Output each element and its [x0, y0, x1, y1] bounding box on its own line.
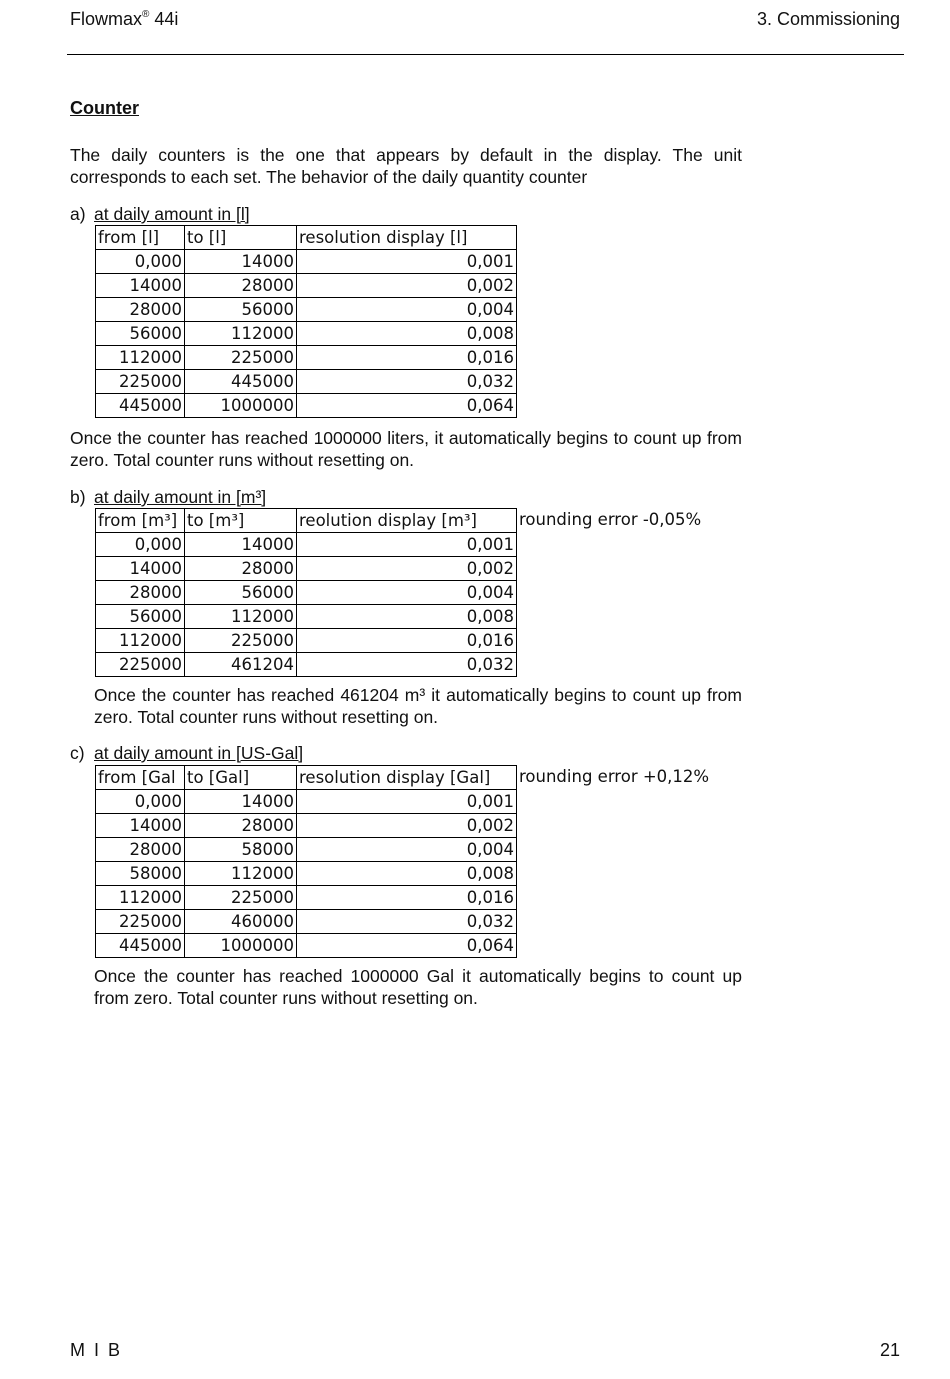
cell-to: 112000 [185, 605, 297, 629]
cell-from: 28000 [96, 581, 185, 605]
cell-resolution: 0,002 [297, 274, 517, 298]
cell-resolution: 0,001 [297, 250, 517, 274]
cell-from: 0,000 [96, 533, 185, 557]
cell-resolution: 0,004 [297, 298, 517, 322]
cell-from: 445000 [96, 934, 185, 958]
cell-from: 14000 [96, 814, 185, 838]
footer-company: M I B [70, 1340, 123, 1360]
counter-table-gallons [95, 765, 517, 958]
cell-to: 225000 [185, 346, 297, 370]
table-row [96, 394, 517, 418]
rounding-error-gallons: rounding error +0,12% [519, 767, 710, 786]
section-title: Counter [70, 98, 139, 118]
column-header-from: from [m³] [96, 509, 185, 533]
table-row [96, 581, 517, 605]
cell-to: 461204 [185, 653, 297, 677]
item-marker-b: b) [70, 487, 86, 507]
table-row [96, 298, 517, 322]
cell-to: 14000 [185, 250, 297, 274]
rounding-error-cubic-meters: rounding error -0,05% [519, 510, 702, 529]
cell-from: 0,000 [96, 790, 185, 814]
page-header-product [70, 9, 178, 30]
cell-resolution: 0,008 [297, 322, 517, 346]
column-header-resolution: resolution display [l] [297, 226, 517, 250]
cell-from: 0,000 [96, 250, 185, 274]
cell-from: 112000 [96, 886, 185, 910]
table-header-row [96, 226, 517, 250]
cell-to: 112000 [185, 862, 297, 886]
cell-from: 28000 [96, 838, 185, 862]
table-row [96, 533, 517, 557]
counter-table-cubic-meters [95, 508, 517, 677]
cell-to: 1000000 [185, 394, 297, 418]
cell-to: 225000 [185, 629, 297, 653]
cell-to: 58000 [185, 838, 297, 862]
table-row [96, 934, 517, 958]
cell-from: 112000 [96, 346, 185, 370]
cell-from: 112000 [96, 629, 185, 653]
item-marker-a: a) [70, 204, 86, 224]
cell-to: 14000 [185, 533, 297, 557]
cell-resolution: 0,008 [297, 862, 517, 886]
cell-resolution: 0,004 [297, 581, 517, 605]
cell-resolution: 0,032 [297, 910, 517, 934]
cell-resolution: 0,002 [297, 557, 517, 581]
page-number: 21 [879, 1340, 900, 1360]
counter-table-liters [95, 225, 517, 418]
column-header-from: from [l] [96, 226, 185, 250]
cell-resolution: 0,064 [297, 394, 517, 418]
table-row [96, 653, 517, 677]
column-header-resolution: resolution display [Gal] [297, 766, 517, 790]
cell-to: 28000 [185, 814, 297, 838]
product-name: Flowmax [70, 9, 143, 29]
cell-resolution: 0,064 [297, 934, 517, 958]
cell-to: 445000 [185, 370, 297, 394]
cell-from: 445000 [96, 394, 185, 418]
note-cubic-meters: Once the counter has reached 461204 m³ it automatically begins to count up from zero. Total counter runs without resetting on. [94, 685, 742, 727]
cell-to: 56000 [185, 298, 297, 322]
table-row [96, 862, 517, 886]
cell-resolution: 0,008 [297, 605, 517, 629]
cell-to: 460000 [185, 910, 297, 934]
cell-resolution: 0,001 [297, 790, 517, 814]
table-row [96, 910, 517, 934]
column-header-resolution: reolution display [m³] [297, 509, 517, 533]
cell-from: 14000 [96, 274, 185, 298]
cell-from: 56000 [96, 322, 185, 346]
page-header-chapter: 3. Commissioning [756, 9, 900, 29]
table-row [96, 346, 517, 370]
column-header-from: from [Gal [96, 766, 185, 790]
item-title-b: at daily amount in [m³] [94, 487, 267, 507]
cell-resolution: 0,016 [297, 886, 517, 910]
table-row [96, 370, 517, 394]
registered-mark: ® [142, 9, 150, 20]
cell-resolution: 0,032 [297, 370, 517, 394]
table-row [96, 629, 517, 653]
cell-to: 28000 [185, 274, 297, 298]
table-header-row [96, 766, 517, 790]
item-marker-c: c) [70, 743, 85, 763]
cell-from: 225000 [96, 910, 185, 934]
cell-to: 28000 [185, 557, 297, 581]
cell-resolution: 0,004 [297, 838, 517, 862]
cell-to: 1000000 [185, 934, 297, 958]
item-title-a: at daily amount in [l] [94, 204, 250, 224]
table-row [96, 274, 517, 298]
note-gallons: Once the counter has reached 1000000 Gal it automatically begins to count up from zero. Total counter runs without resetting on. [94, 966, 742, 1008]
table-row [96, 557, 517, 581]
table-header-row [96, 509, 517, 533]
column-header-to: to [m³] [185, 509, 297, 533]
table-row [96, 838, 517, 862]
note-liters: Once the counter has reached 1000000 liters, it automatically begins to count up from zero. Total counter runs without resetting on. [70, 428, 742, 470]
table-row [96, 790, 517, 814]
cell-to: 225000 [185, 886, 297, 910]
product-model: 44i [154, 9, 179, 29]
cell-from: 14000 [96, 557, 185, 581]
column-header-to: to [l] [185, 226, 297, 250]
cell-resolution: 0,016 [297, 346, 517, 370]
table-row [96, 605, 517, 629]
table-row [96, 886, 517, 910]
column-header-to: to [Gal] [185, 766, 297, 790]
cell-resolution: 0,001 [297, 533, 517, 557]
table-row [96, 814, 517, 838]
cell-from: 225000 [96, 370, 185, 394]
item-title-c: at daily amount in [US-Gal] [94, 743, 304, 763]
cell-resolution: 0,002 [297, 814, 517, 838]
table-row [96, 322, 517, 346]
intro-paragraph: The daily counters is the one that appears by default in the display. The unit corresponds to each set. The behavior of the daily quantity counter [70, 145, 742, 187]
cell-to: 112000 [185, 322, 297, 346]
cell-to: 14000 [185, 790, 297, 814]
cell-resolution: 0,016 [297, 629, 517, 653]
cell-resolution: 0,032 [297, 653, 517, 677]
header-divider [67, 54, 904, 55]
cell-from: 225000 [96, 653, 185, 677]
cell-from: 28000 [96, 298, 185, 322]
cell-to: 56000 [185, 581, 297, 605]
cell-from: 58000 [96, 862, 185, 886]
table-row [96, 250, 517, 274]
cell-from: 56000 [96, 605, 185, 629]
